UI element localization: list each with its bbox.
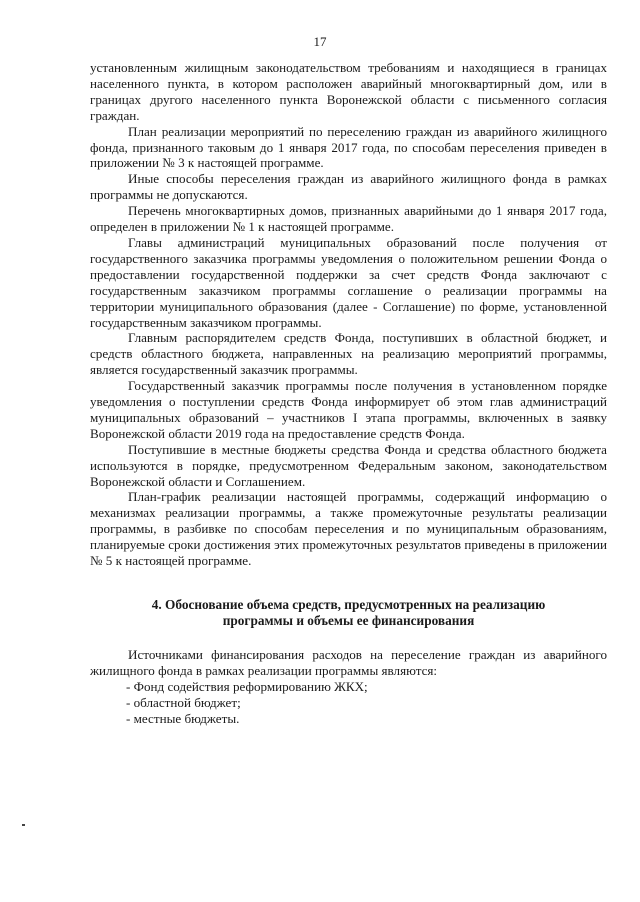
paragraph-notification: Государственный заказчик программы после получения в установленном порядке уведомления о поступлении средств Фонда информирует об этом глав администраций муниципальных образований – участников I этапа программы, включенных в заявку Воронежской области 2019 года на предоставление средств Фонда. bbox=[90, 378, 607, 441]
list-item: - областной бюджет; bbox=[126, 694, 241, 710]
section-heading-line-2: программы и объемы ее финансирования bbox=[222, 613, 475, 628]
scan-mark bbox=[22, 824, 25, 826]
list-item: - Фонд содействия реформированию ЖКХ; bbox=[126, 678, 368, 694]
paragraph-house-list: Перечень многоквартирных домов, признанных аварийными до 1 января 2017 года, определен в приложении № 1 к настоящей программе. bbox=[90, 203, 607, 235]
section-heading bbox=[90, 597, 607, 629]
paragraph-resettlement-plan: План реализации мероприятий по переселению граждан из аварийного жилищного фонда, признанного таковым до 1 января 2017 года, по способам переселения приведен в приложении № 3 к настоящей программе. bbox=[90, 123, 607, 171]
paragraph-continuation: установленным жилищным законодательством требованиям и находящиеся в границах населенного пункта, в котором расположен аварийный многоквартирный дом, или в границах другого населенного пункта Воронежской области с письменного согласия граждан. bbox=[90, 60, 607, 123]
section-heading-line-1: 4. Обоснование объема средств, предусмотренных на реализацию bbox=[151, 597, 546, 612]
paragraph-main-manager: Главным распорядителем средств Фонда, поступивших в областной бюджет, и средств областного бюджета, направленных на реализацию мероприятий программы, является государственный заказчик программы. bbox=[90, 330, 607, 378]
list-item: - местные бюджеты. bbox=[126, 710, 240, 726]
document-body bbox=[90, 60, 607, 727]
paragraph-schedule: План-график реализации настоящей программы, содержащий информацию о механизмах реализации программы, а также промежуточные результаты реализации программы, в разбивке по способам переселения и по муниципальным образованиям, планируемые сроки достижения этих промежуточных результатов приведены в приложении № 5 к настоящей программе. bbox=[90, 489, 607, 569]
funding-sources-list bbox=[90, 679, 607, 727]
paragraph-agreement: Главы администраций муниципальных образований после получения от государственного заказчика программы уведомления о положительном решении Фонда о предоставлении государственной поддержки за счет средств Фонда заключают с государственным заказчиком программы соглашение о реализации программы на территории муниципального образования (далее - Соглашение) по форме, установленной государственным заказчиком программы. bbox=[90, 234, 607, 330]
page-number: 17 bbox=[313, 34, 327, 49]
paragraph-local-budgets: Поступившие в местные бюджеты средства Фонда и средства областного бюджета используются в порядке, предусмотренном Федеральным законом, законодательством Воронежской области и Соглашением. bbox=[90, 441, 607, 489]
paragraph-funding-intro: Источниками финансирования расходов на переселение граждан из аварийного жилищного фонда в рамках реализации программы являются: bbox=[90, 647, 607, 678]
paragraph-other-methods: Иные способы переселения граждан из аварийного жилищного фонда в рамках программы не допускаются. bbox=[90, 171, 607, 203]
